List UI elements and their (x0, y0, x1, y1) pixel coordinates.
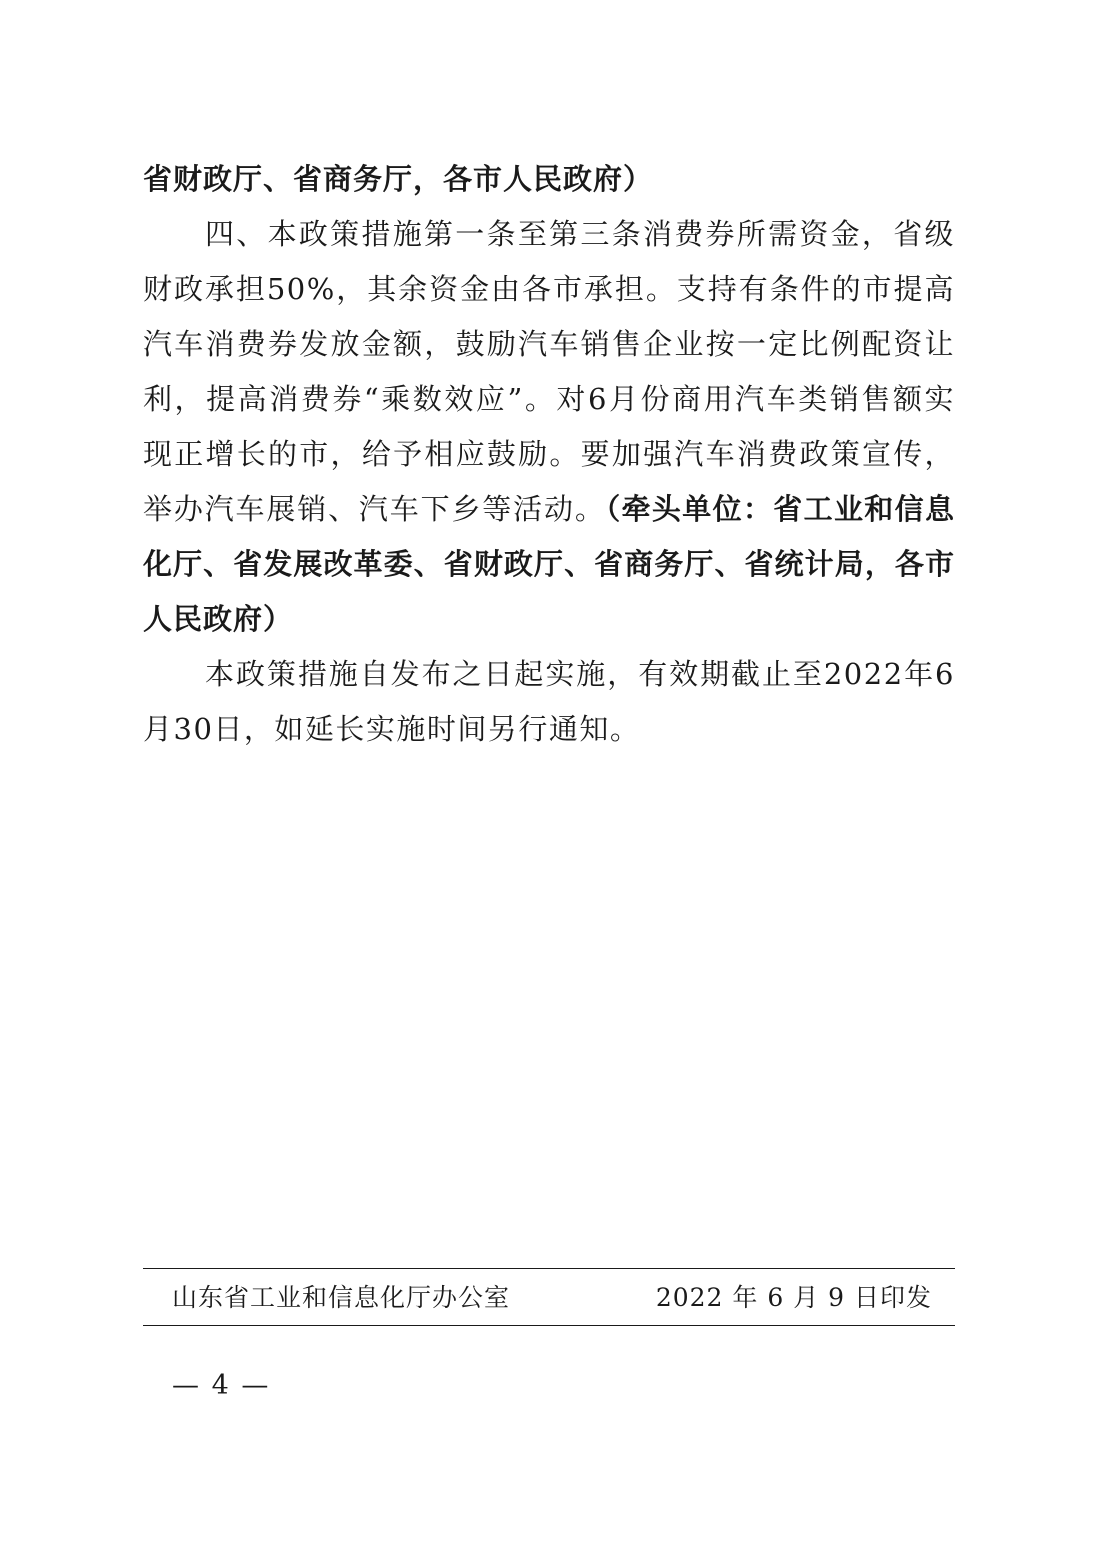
footer-top-rule (143, 1268, 955, 1269)
issuer-name: 山东省工业和信息化厅办公室 (172, 1283, 511, 1312)
paragraph-effective-date (143, 647, 955, 757)
paragraph-continuation (143, 152, 955, 207)
footer-row (172, 1278, 932, 1318)
issue-date: 2022 年 6 月 9 日印发 (655, 1283, 932, 1312)
page-number: — 4 — (172, 1370, 271, 1401)
lead-units-tail: 省财政厅、省商务厅，各市人民政府） (143, 162, 654, 196)
paragraph-text: 本政策措施自发布之日起实施，有效期截止至2022年6月30日，如延长实施时间另行通知。 (143, 657, 955, 746)
document-body (143, 152, 955, 757)
lead-units: （牵头单位：省工业和信息化厅、省发展改革委、省财政厅、省商务厅、省统计局，各市人民政府） (143, 492, 955, 636)
paragraph-item-four (143, 207, 955, 647)
footer-bottom-rule (143, 1325, 955, 1326)
paragraph-text: 四、本政策措施第一条至第三条消费券所需资金，省级财政承担50%，其余资金由各市承担。支持有条件的市提高汽车消费券发放金额，鼓励汽车销售企业按一定比例配资让利，提高消费券“乘数效应”。对6月份商用汽车类销售额实现正增长的市，给予相应鼓励。要加强汽车消费政策宣传，举办汽车展销、汽车下乡等活动。 (143, 217, 955, 526)
